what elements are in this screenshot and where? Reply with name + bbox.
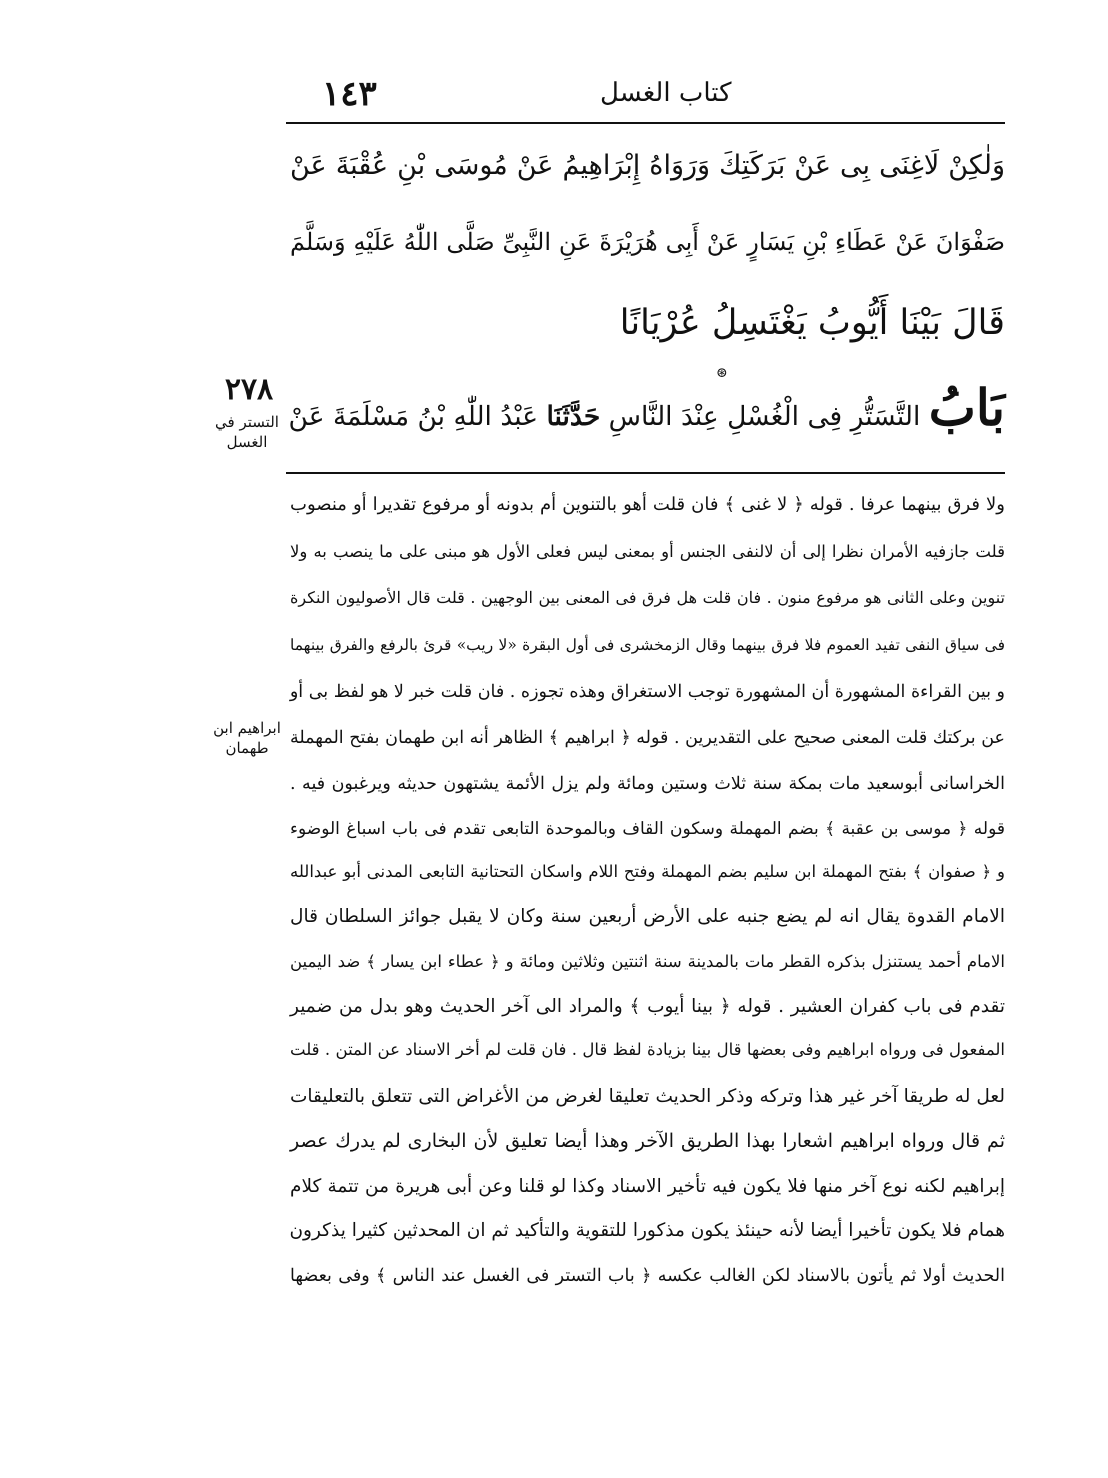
commentary-line: و ﴿ صفوان ﴾ بفتح المهملة ابن سليم بضم المهملة وفتح اللام واسكان التحتانية التابعى المدنى أبو عبدالله xyxy=(290,862,1005,881)
commentary-line: الحديث أولا ثم يأتون بالاسناد لكن الغالب عكسه ﴿ باب التستر فى الغسل عند الناس ﴾ وفى بعضها xyxy=(290,1266,1005,1286)
commentary-line: لعل له طريقا آخر غير هذا وتركه وذكر الحديث تعليقا لغرض من الأغراض التى تتعلق بالتعليقات xyxy=(290,1086,1005,1107)
haddathana-word: حَدَّثَنَا xyxy=(546,401,601,432)
commentary-line: همام فلا يكون تأخيرا أيضا لأنه حينئذ يكون مذكورا للتقوية والتأكيد ثم ان المحدثين كثيرا يذكرون xyxy=(289,1220,1005,1241)
hadith-line-1: وَلٰكِنْ لَاغِنَى بِى عَنْ بَرَكَتِكَ وَرَوَاهُ إِبْرَاهِيمُ عَنْ مُوسَى بْنِ عُقْبَةَ عَنْ xyxy=(290,150,1005,181)
chapter-number: ٢٧٨ xyxy=(224,372,274,407)
header-rule xyxy=(286,122,1005,124)
running-title: كتاب الغسل xyxy=(600,78,732,108)
bab-word: بَابُ xyxy=(928,378,1005,437)
commentary-line: تنوين وعلى الثانى هو مرفوع منون . فان قلت هل فرق فى المعنى بين الوجهين . قلت قال الأصوليون النكرة xyxy=(290,588,1005,607)
commentary-line: فى سياق النفى تفيد العموم فلا فرق بينهما وقال الزمخشرى فى أول البقرة «لا ريب» قرئ بالرفع والفرق بينهما xyxy=(290,636,1005,654)
commentary-line: و بين القراءة المشهورة أن المشهورة توجب الاستغراق وهذه تجوزه . فان قلت خبر لا هو لفظ بى أو xyxy=(289,682,1005,702)
margin-note-bab: التستر في الغسل xyxy=(215,413,279,451)
page-header xyxy=(300,74,1005,122)
commentary-line: إبراهيم لكنه نوع آخر منها فلا يكون فيه تأخير الاسناد وكذا لو قلنا وعن أبى هريرة من تتمة كلام xyxy=(290,1176,1005,1197)
commentary-line: الامام أحمد يستنزل بذكره القطر مات بالمدينة سنة اثنتين وثلاثين ومائة و ﴿ عطاء ابن يسار ﴾ ضد اليمين xyxy=(290,952,1005,971)
commentary-line: ثم قال ورواه ابراهيم اشعارا بهذا الطريق الآخر وهذا أيضا تعليق لأن البخارى لم يدرك عصر xyxy=(290,1130,1005,1152)
commentary-line: الامام القدوة يقال انه لم يضع جنبه على الأرض أربعين سنة وكان لا يقبل جوائز السلطان قال xyxy=(290,906,1005,927)
section-rule xyxy=(286,472,1005,474)
commentary-line: عن بركتك قلت المعنى صحيح على التقديرين . قوله ﴿ ابراهيم ﴾ الظاهر أنه ابن طهمان بفتح المهملة xyxy=(290,728,1006,748)
margin-note-ibrahim: ابراهيم ابن طهمان xyxy=(213,719,281,757)
commentary-line: المفعول فى ورواه ابراهيم وفى بعضها قال بينا بزيادة لفظ قال . فان قلت لم أخر الاسناد عن المتن . قلت xyxy=(290,1040,1005,1059)
commentary-line: تقدم فى باب كفران العشير . قوله ﴿ بينا أيوب ﴾ والمراد الى آخر الحديث وهو بدل من ضمير xyxy=(290,996,1005,1017)
commentary-line: ولا فرق بينهما عرفا . قوله ﴿ لا غنى ﴾ فان قلت أهو بالتنوين أم بدونه أو مرفوع تقديرا أو منصوب xyxy=(290,494,1005,515)
isnad-start: عَبْدُ اللّٰهِ بْنُ مَسْلَمَةَ عَنْ xyxy=(288,401,539,432)
hadith-line-2: صَفْوَانَ عَنْ عَطَاءِ بْنِ يَسَارٍ عَنْ أَبِى هُرَيْرَةَ عَنِ النَّبِىِّ صَلَّى اللّٰهُ عَلَيْهِ وَسَلَّمَ xyxy=(290,228,1005,256)
bab-title: التَّسَتُّرِ فِى الْغُسْلِ عِنْدَ النَّاسِ xyxy=(608,401,921,432)
page-number: ١٤٣ xyxy=(322,74,377,114)
commentary-line: قلت جازفيه الأمران نظرا إلى أن لالنفى الجنس أو بمعنى ليس فعلى الأول هو مبنى على ما ينصب به ولا xyxy=(290,542,1005,561)
commentary-line: قوله ﴿ موسى بن عقبة ﴾ بضم المهملة وسكون القاف وبالموحدة التابعى تقدم فى باب اسباغ الوضوء xyxy=(290,819,1005,839)
ink-mark-icon: ⊛ xyxy=(716,365,728,381)
hadith-line-3: قَالَ بَيْنَا أَيُّوبُ يَغْتَسِلُ عُرْيَانًا xyxy=(619,303,1005,343)
commentary-line: الخراسانى أبوسعيد مات بمكة سنة ثلاث وستين ومائة ولم يزل الأئمة يشتهون حديثه ويرغبون فيه . xyxy=(290,774,1005,794)
chapter-heading-line xyxy=(290,378,1005,437)
